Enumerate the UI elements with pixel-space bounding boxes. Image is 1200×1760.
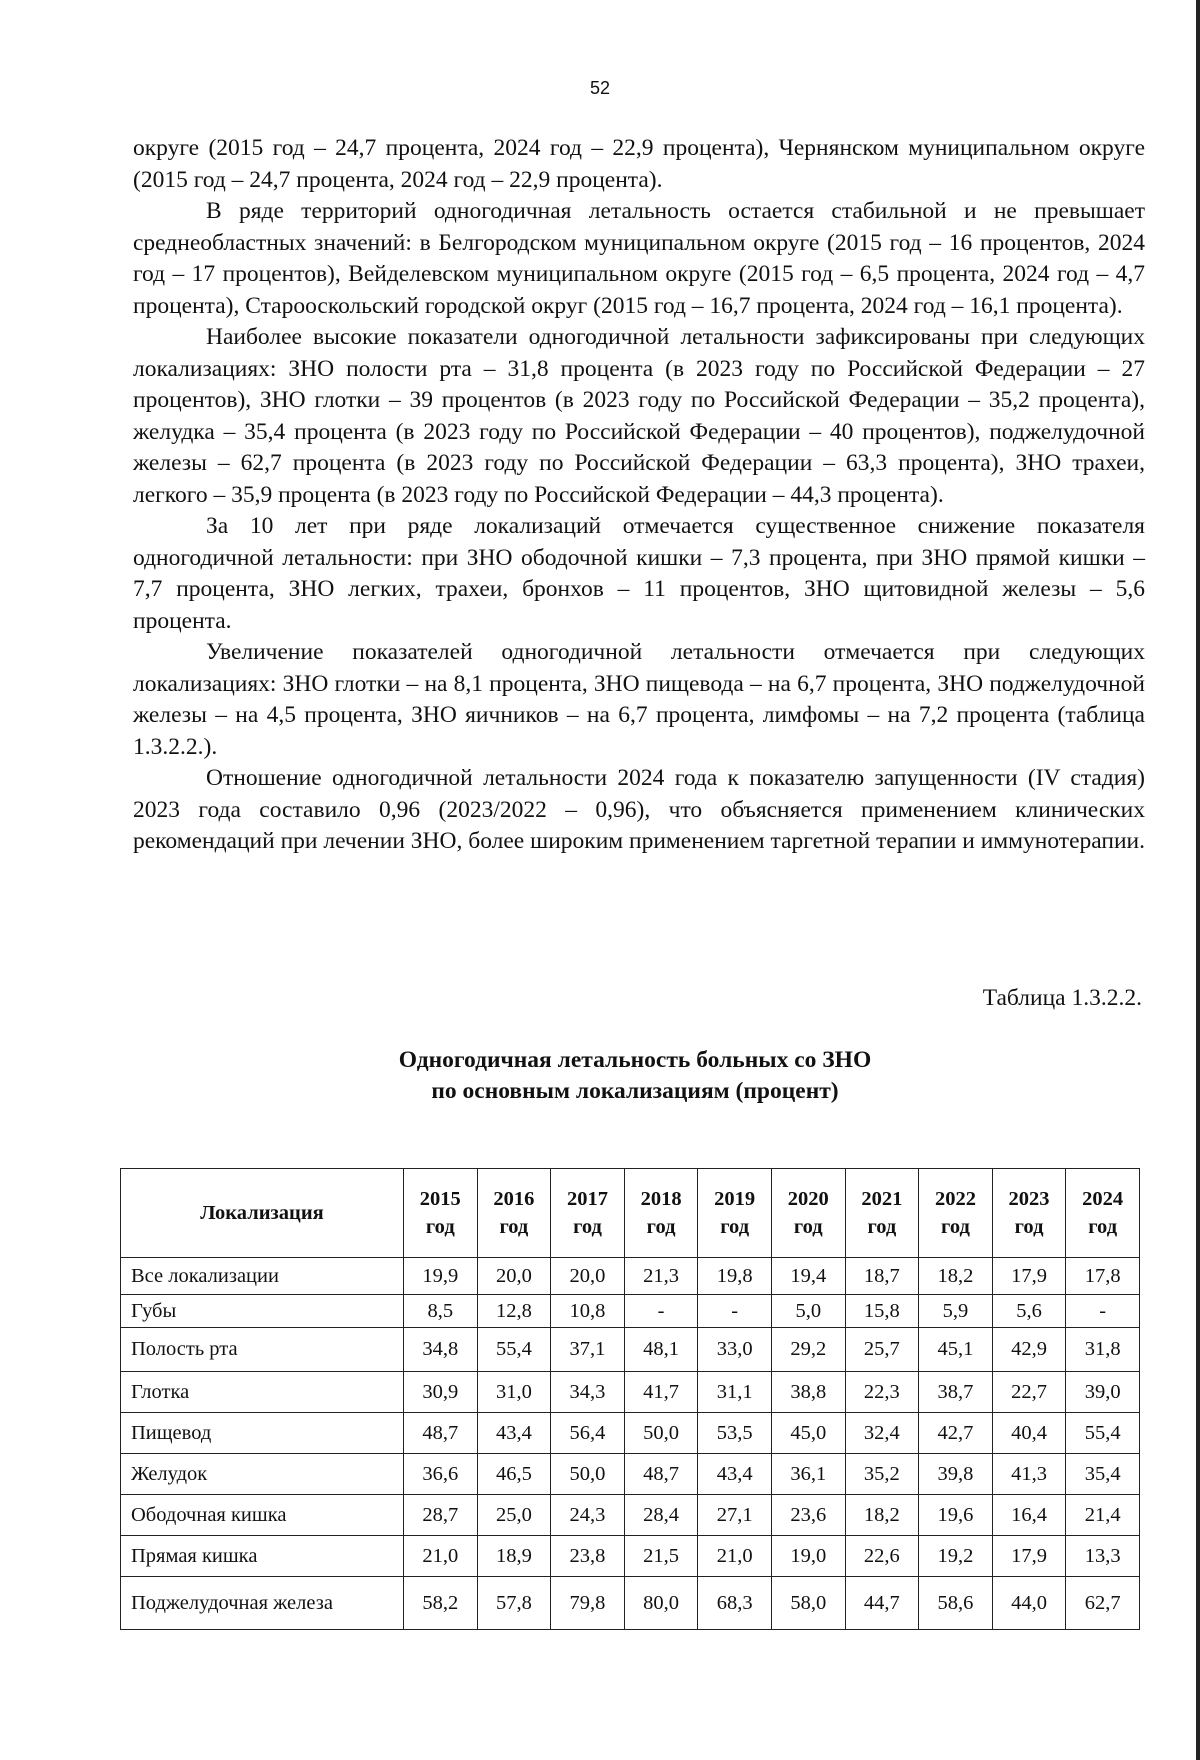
row-value: 19,6 [919, 1495, 993, 1536]
header-year [551, 1169, 625, 1258]
row-localization: Глотка [121, 1372, 404, 1413]
row-value: 25,7 [845, 1328, 919, 1372]
paragraph: За 10 лет при ряде локализаций отмечается существенное снижение показателя одногодичной летальности: при ЗНО ободочной кишки – 7,3 процента, при ЗНО прямой кишки – 7,7 процента, ЗНО легких, трахеи, бронхов – 11 процентов, ЗНО щитовидной железы – 5,6 процента. [133, 513, 1145, 634]
row-value: 36,6 [404, 1454, 478, 1495]
mortality-table [120, 1168, 1140, 1630]
header-year-number: 2022 [934, 1188, 976, 1210]
row-value: 29,2 [771, 1328, 845, 1372]
row-value: 20,0 [477, 1258, 551, 1295]
row-value: 18,2 [919, 1258, 993, 1295]
table-row [121, 1328, 1140, 1372]
row-value: 24,3 [551, 1495, 625, 1536]
row-value: 28,7 [404, 1495, 478, 1536]
row-value: 21,4 [1066, 1495, 1140, 1536]
paragraph: Увеличение показателей одногодичной летальности отмечается при следующих локализациях: ЗНО глотки – на 8,1 процента, ЗНО пищевода – на 6,7 процента, ЗНО поджелудочной железы – на 4,5 процента, ЗНО яичников – на 6,7 процента, лимфомы – на 7,2 процента (таблица 1.3.2.2.). [133, 639, 1145, 760]
row-value: 48,1 [624, 1328, 698, 1372]
header-year-suffix: год [425, 1216, 455, 1238]
table-row [121, 1454, 1140, 1495]
row-value: 22,6 [845, 1536, 919, 1577]
row-value: 21,0 [404, 1536, 478, 1577]
row-value: 19,9 [404, 1258, 478, 1295]
row-value: - [1066, 1295, 1140, 1328]
row-localization: Ободочная кишка [121, 1495, 404, 1536]
row-value: 21,5 [624, 1536, 698, 1577]
row-value: 42,7 [919, 1413, 993, 1454]
row-value: 23,8 [551, 1536, 625, 1577]
row-value: 19,0 [771, 1536, 845, 1577]
row-value: 38,7 [919, 1372, 993, 1413]
row-value: 27,1 [698, 1495, 772, 1536]
row-value: 68,3 [698, 1577, 772, 1630]
row-value: 41,3 [992, 1454, 1066, 1495]
row-value: 28,4 [624, 1495, 698, 1536]
row-value: 10,8 [551, 1295, 625, 1328]
table-row [121, 1413, 1140, 1454]
row-value: 22,7 [992, 1372, 1066, 1413]
header-year [477, 1169, 551, 1258]
paragraph: Наиболее высокие показатели одногодичной летальности зафиксированы при следующих локализациях: ЗНО полости рта – 31,8 процента (в 2023 году по Российской Федерации – 27 процентов), ЗНО глотки – 39 процентов (в 2023 году по Российской Федерации – 35,2 процента), желудка – 35,4 процента (в 2023 году по Российской Федерации – 40 процентов), поджелудочной железы – 62,7 процента (в 2023 году по Российской Федерации – 63,3 процента), ЗНО трахеи, легкого – 35,9 процента (в 2023 году по Российской Федерации – 44,3 процента). [133, 324, 1145, 508]
row-value: 17,9 [992, 1258, 1066, 1295]
header-localization: Локализация [121, 1169, 404, 1258]
table-row [121, 1295, 1140, 1328]
row-value: 79,8 [551, 1577, 625, 1630]
row-value: 62,7 [1066, 1577, 1140, 1630]
paragraph: В ряде территорий одногодичная летальность остается стабильной и не превышает среднеобластных значений: в Белгородском муниципальном округе (2015 год – 16 процентов, 2024 год – 17 процентов), Вейделевском муниципальном округе (2015 год – 6,5 процента, 2024 год – 4,7 процента), Старооскольский городской округ (2015 год – 16,7 процента, 2024 год – 16,1 процента). [133, 198, 1145, 319]
row-value: 35,2 [845, 1454, 919, 1495]
table-title-line1: Одногодичная летальность больных со ЗНО [398, 1047, 872, 1073]
header-year-suffix: год [1088, 1216, 1118, 1238]
paragraph: округе (2015 год – 24,7 процента, 2024 год – 22,9 процента), Чернянском муниципальном округе (2015 год – 24,7 процента, 2024 год – 22,9 процента). [133, 135, 1145, 193]
row-value: 57,8 [477, 1577, 551, 1630]
header-year [1066, 1169, 1140, 1258]
row-value: - [698, 1295, 772, 1328]
row-value: 55,4 [1066, 1413, 1140, 1454]
header-year-suffix: год [720, 1216, 750, 1238]
row-value: 20,0 [551, 1258, 625, 1295]
header-year-suffix: год [941, 1216, 970, 1238]
header-year [698, 1169, 772, 1258]
table-body [121, 1258, 1140, 1630]
row-value: 50,0 [624, 1413, 698, 1454]
row-value: 19,2 [919, 1536, 993, 1577]
header-year-suffix: год [867, 1216, 897, 1238]
header-year-number: 2023 [1008, 1188, 1050, 1210]
header-year-suffix: год [499, 1216, 529, 1238]
header-year [404, 1169, 478, 1258]
row-value: 58,2 [404, 1577, 478, 1630]
row-localization: Желудок [121, 1454, 404, 1495]
row-value: 18,9 [477, 1536, 551, 1577]
row-value: 23,6 [771, 1495, 845, 1536]
row-value: 42,9 [992, 1328, 1066, 1372]
header-year-number: 2018 [640, 1188, 682, 1210]
row-value: 56,4 [551, 1413, 625, 1454]
header-year [845, 1169, 919, 1258]
row-localization: Поджелудочная железа [121, 1577, 404, 1630]
row-value: 17,8 [1066, 1258, 1140, 1295]
row-value: 80,0 [624, 1577, 698, 1630]
scan-edge [1196, 0, 1200, 1760]
row-localization: Пищевод [121, 1413, 404, 1454]
row-value: 40,4 [992, 1413, 1066, 1454]
row-value: 53,5 [698, 1413, 772, 1454]
row-value: 5,6 [992, 1295, 1066, 1328]
table-title-line2: по основным локализациям (процент) [431, 1078, 839, 1104]
header-year-number: 2021 [861, 1188, 903, 1210]
table-row [121, 1372, 1140, 1413]
row-value: 58,0 [771, 1577, 845, 1630]
table-row [121, 1536, 1140, 1577]
row-value: 5,0 [771, 1295, 845, 1328]
header-year [919, 1169, 993, 1258]
body-text [133, 133, 1145, 858]
row-value: 45,0 [771, 1413, 845, 1454]
table-title [0, 1045, 1200, 1107]
row-value: 44,0 [992, 1577, 1066, 1630]
row-value: 46,5 [477, 1454, 551, 1495]
header-year-number: 2020 [787, 1188, 829, 1210]
row-value: 30,9 [404, 1372, 478, 1413]
row-value: 13,3 [1066, 1536, 1140, 1577]
header-year-number: 2019 [714, 1188, 756, 1210]
row-value: 34,8 [404, 1328, 478, 1372]
row-value: 43,4 [698, 1454, 772, 1495]
table-header [121, 1169, 1140, 1258]
row-value: 43,4 [477, 1413, 551, 1454]
row-value: 41,7 [624, 1372, 698, 1413]
table-row [121, 1258, 1140, 1295]
table-row [121, 1577, 1140, 1630]
row-value: 37,1 [551, 1328, 625, 1372]
row-value: 16,4 [992, 1495, 1066, 1536]
row-value: 36,1 [771, 1454, 845, 1495]
row-value: 31,8 [1066, 1328, 1140, 1372]
header-year-number: 2024 [1082, 1188, 1124, 1210]
header-year-suffix: год [793, 1216, 823, 1238]
header-year-suffix: год [1014, 1216, 1044, 1238]
row-value: 12,8 [477, 1295, 551, 1328]
row-localization: Все локализации [121, 1258, 404, 1295]
header-year-suffix: год [646, 1216, 676, 1238]
header-year-number: 2017 [566, 1188, 608, 1210]
row-value: 48,7 [404, 1413, 478, 1454]
row-value: 21,0 [698, 1536, 772, 1577]
row-value: 22,3 [845, 1372, 919, 1413]
header-year-number: 2015 [419, 1188, 461, 1210]
row-value: 55,4 [477, 1328, 551, 1372]
row-value: 38,8 [771, 1372, 845, 1413]
row-value: 32,4 [845, 1413, 919, 1454]
row-value: 45,1 [919, 1328, 993, 1372]
row-value: 19,4 [771, 1258, 845, 1295]
row-value: 31,0 [477, 1372, 551, 1413]
row-value: 19,8 [698, 1258, 772, 1295]
row-localization: Прямая кишка [121, 1536, 404, 1577]
row-value: 58,6 [919, 1577, 993, 1630]
header-year-suffix: год [573, 1216, 602, 1238]
row-value: 35,4 [1066, 1454, 1140, 1495]
row-value: 39,8 [919, 1454, 993, 1495]
paragraph: Отношение одногодичной летальности 2024 года к показателю запущенности (IV стадия) 2023 года составило 0,96 (2023/2022 – 0,96), что объясняется применением клинических рекомендаций при лечении ЗНО, более широким применением таргетной терапии и иммунотерапии. [133, 765, 1145, 854]
table-row [121, 1495, 1140, 1536]
row-value: 50,0 [551, 1454, 625, 1495]
row-value: 18,7 [845, 1258, 919, 1295]
row-value: 48,7 [624, 1454, 698, 1495]
row-value: 17,9 [992, 1536, 1066, 1577]
row-value: 44,7 [845, 1577, 919, 1630]
row-value: 15,8 [845, 1295, 919, 1328]
row-value: - [624, 1295, 698, 1328]
page-number: 52 [589, 78, 611, 98]
header-year-number: 2016 [493, 1188, 535, 1210]
row-value: 33,0 [698, 1328, 772, 1372]
row-value: 34,3 [551, 1372, 625, 1413]
header-row [121, 1169, 1140, 1258]
row-value: 39,0 [1066, 1372, 1140, 1413]
row-localization: Губы [121, 1295, 404, 1328]
row-value: 5,9 [919, 1295, 993, 1328]
table-caption: Таблица 1.3.2.2. [982, 985, 1142, 1011]
row-value: 31,1 [698, 1372, 772, 1413]
row-value: 18,2 [845, 1495, 919, 1536]
header-year [771, 1169, 845, 1258]
header-year [992, 1169, 1066, 1258]
row-localization: Полость рта [121, 1328, 404, 1372]
header-year [624, 1169, 698, 1258]
row-value: 21,3 [624, 1258, 698, 1295]
row-value: 25,0 [477, 1495, 551, 1536]
row-value: 8,5 [404, 1295, 478, 1328]
